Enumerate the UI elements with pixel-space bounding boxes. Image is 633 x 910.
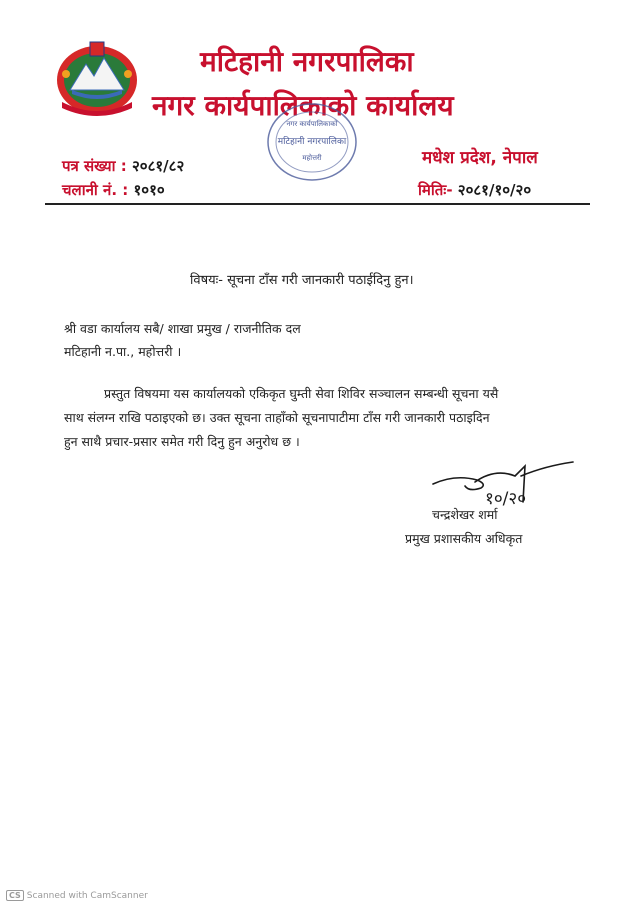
date-label: मितिः- [418,181,453,199]
stamp-text-main: मटिहानी नगरपालिका [277,137,347,147]
office-name: नगर कार्यपालिकाको कार्यालय [152,89,454,122]
signatory-designation: प्रमुख प्रशासकीय अधिकृत [405,531,523,546]
dispatch-label: चलानी नं. : [62,181,129,199]
ref-label: पत्र संख्या : [62,157,127,175]
body-line-2: साथ संलग्न राखि पठाइएको छ। उक्त सूचना ताहाँको सूचनापाटीमा टाँस गरी जानकारी पठाइदिन [64,410,490,425]
ref-value: २०८१/८२ [131,157,185,175]
nepal-emblem-icon [52,36,142,116]
handwritten-date: १०/२० [485,489,527,509]
body-line-1: प्रस्तुत विषयमा यस कार्यालयको एकिकृत घुम्ती सेवा शिविर सञ्चालन सम्बन्धी सूचना यसै [104,386,499,401]
recipient-line-1: श्री वडा कार्यालय सबै/ शाखा प्रमुख / राजनीतिक दल [64,321,301,336]
body-line-3: हुन साथै प्रचार-प्रसार समेत गरी दिनु हुन अनुरोध छ । [64,434,300,449]
subject-line: विषयः- सूचना टाँस गरी जानकारी पठाईदिनु हुन। [190,273,414,288]
date-value: २०८१/१०/२० [457,181,532,199]
dispatch-value: १०१० [133,181,165,199]
ref-number [62,156,184,176]
scanner-watermark [6,890,148,901]
letter-date [418,180,531,200]
camscanner-logo-icon: CS [6,890,24,901]
office-stamp [262,100,362,184]
province-text: मधेश प्रदेश, नेपाल [422,148,538,168]
signatory-name: चन्द्रशेखर शर्मा [432,507,498,522]
municipality-name: मटिहानी नगरपालिका [200,45,414,78]
stamp-text-top: नगर कार्यपालिकाको [286,120,338,128]
dispatch-number [62,180,165,200]
scanner-text: Scanned with CamScanner [26,890,148,901]
stamp-text-bottom: महोत्तरी [302,154,322,162]
recipient-line-2: मटिहानी न.पा., महोत्तरी । [64,344,182,359]
header-divider [45,203,590,205]
